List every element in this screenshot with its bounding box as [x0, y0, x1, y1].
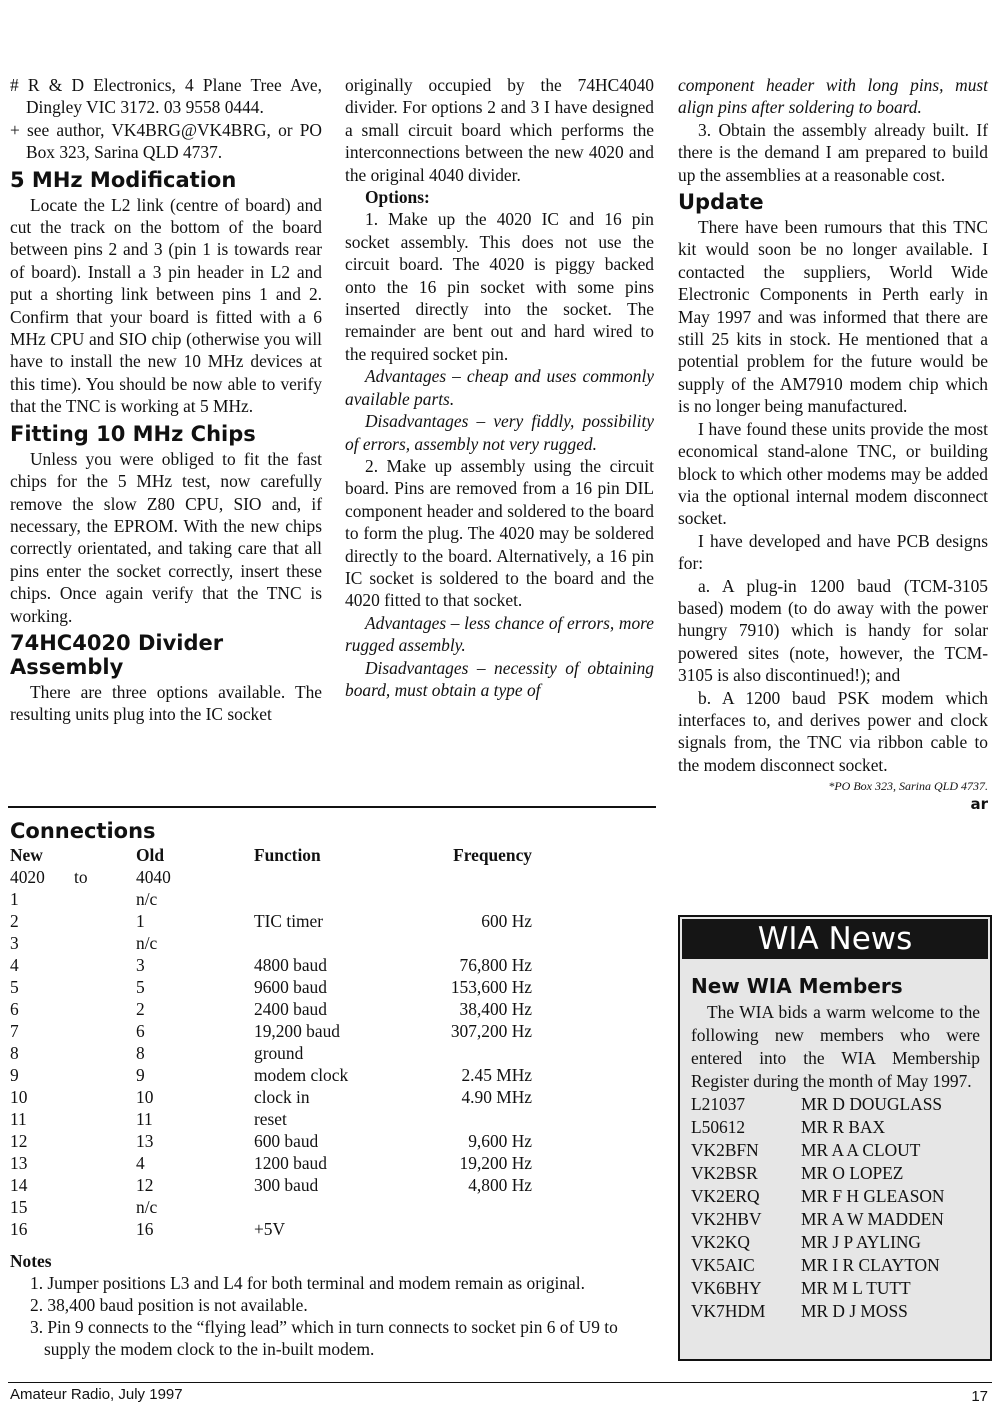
option-2-disadvantages-cont: component header with long pins, must align pins after soldering to board. [678, 75, 988, 118]
cell-new: 9 [10, 1065, 19, 1085]
member-row [691, 1208, 980, 1231]
cell-old: 11 [136, 1109, 153, 1129]
heading-divider-assembly: 74HC4020 Divider Assembly [10, 630, 224, 679]
note-item: 2. 38,400 baud position is not available. [30, 1295, 308, 1315]
paragraph-update-1: There have been rumours that this TNC kit would soon be no longer available. I contacted the suppliers, World Wide Electronic Components in Perth early in May 1997 and was informed that there are still 25 kits in stock. He mentioned that a potential problem for the future would be supply of the AM7910 modem chip which is no longer being manufactured. [678, 217, 988, 417]
page-number: 17 [971, 1388, 988, 1405]
cell-old: n/c [136, 889, 158, 909]
section-divider [8, 806, 656, 808]
cell-new: 3 [10, 933, 19, 953]
member-callsign: VK2BFN [691, 1140, 759, 1160]
cell-old: 2 [136, 999, 145, 1019]
cell-frequency: 19,200 Hz [459, 1153, 532, 1173]
cell-frequency [434, 1218, 532, 1240]
cell-frequency: 38,400 Hz [459, 999, 532, 1019]
cell-frequency: 600 Hz [481, 911, 532, 931]
sub-old: 4040 [136, 867, 171, 887]
cell-new: 4 [10, 955, 19, 975]
author-address: + see author, VK4BRG@VK4BRG, or PO Box 323, Sarina QLD 4737. [10, 119, 322, 163]
table-row [10, 976, 532, 998]
member-row [691, 1162, 980, 1185]
table-row [10, 1130, 532, 1152]
option-1: 1. Make up the 4020 IC and 16 pin socket assembly. This does not use the circuit board. The 4020 is piggy backed onto the 16 pin socket with some pins inserted directly into the socket. The remainder are bent out and hard wired to the required socket pin. [345, 209, 654, 364]
option-2-disadvantages: Disadvantages – necessity of obtaining board, must obtain a type of [345, 657, 654, 700]
cell-function: ground [254, 1043, 304, 1063]
cell-function: 4800 baud [254, 955, 327, 975]
table-row [10, 888, 532, 910]
member-callsign: VK6BHY [691, 1278, 762, 1298]
cell-function: reset [254, 1109, 287, 1129]
cell-function: 9600 baud [254, 977, 327, 997]
cell-old: 5 [136, 977, 145, 997]
table-header-row [10, 844, 532, 866]
cell-new: 5 [10, 977, 19, 997]
cell-old: 9 [136, 1065, 145, 1085]
member-callsign: VK2KQ [691, 1232, 750, 1252]
member-row [691, 1277, 980, 1300]
table-row [10, 1152, 532, 1174]
option-1-disadvantages: Disadvantages – very fiddly, possibility of errors, assembly not very rugged. [345, 411, 654, 454]
cell-new: 14 [10, 1175, 28, 1195]
member-callsign: L50612 [691, 1117, 746, 1137]
cell-function: 1200 baud [254, 1153, 327, 1173]
note-item: 3. Pin 9 connects to the “flying lead” which in turn connects to socket pin 6 of U9 to supply the modem clock to the in-built modem. [30, 1317, 618, 1359]
table-row [10, 1020, 532, 1042]
paragraph-update-2: I have found these units provide the most economical stand-alone TNC, or building block to which other modems may be added via the optional internal modem disconnect socket. [678, 418, 988, 529]
cell-old: n/c [136, 1197, 158, 1217]
cell-old: 8 [136, 1043, 145, 1063]
cell-old: 1 [136, 911, 145, 931]
connections-title: Connections [10, 819, 156, 843]
table-subheader-row [10, 866, 532, 888]
table-row [10, 1174, 532, 1196]
member-callsign: L21037 [691, 1094, 746, 1114]
wia-intro-text: The WIA bids a warm welcome to the following new members who were entered into the WIA Membership Register during the month of May 1997. [691, 1002, 980, 1091]
table-row [10, 998, 532, 1020]
cell-frequency: 9,600 Hz [468, 1131, 532, 1151]
cell-old: 6 [136, 1021, 145, 1041]
member-name: MR O LOPEZ [801, 1163, 904, 1183]
notes-title: Notes [10, 1251, 52, 1271]
member-name: MR R BAX [801, 1117, 886, 1137]
cell-frequency [434, 1042, 532, 1064]
member-list [691, 1093, 980, 1323]
cell-function: modem clock [254, 1065, 349, 1085]
option-2: 2. Make up assembly using the circuit board. Pins are removed from a 16 pin DIL component header and soldered to the board to form the plug. The 4020 may be soldered directly to the board. Alternatively, a 16 pin IC socket is soldered to the board and the 4020 fitted to that socket. [345, 455, 654, 611]
cell-new: 8 [10, 1043, 19, 1063]
table-row [10, 932, 532, 954]
member-name: MR F H GLEASON [801, 1186, 945, 1206]
wia-members-heading: New WIA Members [691, 974, 903, 998]
cell-new: 6 [10, 999, 19, 1019]
cell-frequency [434, 888, 532, 910]
header-old: Old [136, 845, 165, 865]
member-row [691, 1093, 980, 1116]
paragraph-update-3: I have developed and have PCB designs for: [678, 530, 988, 574]
paragraph-divider: There are three options available. The resulting units plug into the IC socket [10, 681, 322, 725]
member-name: MR J P AYLING [801, 1232, 921, 1252]
paragraph-update-4: a. A plug-in 1200 baud (TCM-3105 based) modem (to do away with the power hungry 7910) which is handy for solar powered sites (note, however, the TCM-3105 is also discontinued!); and [678, 575, 988, 686]
member-name: MR A W MADDEN [801, 1209, 944, 1229]
header-frequency: Frequency [453, 845, 532, 865]
cell-new: 2 [10, 911, 19, 931]
wia-news-banner: WIA News [682, 919, 988, 959]
footer-rule [8, 1382, 992, 1383]
cell-new: 16 [10, 1219, 28, 1239]
cell-function: +5V [254, 1219, 286, 1239]
cell-new: 15 [10, 1197, 28, 1217]
heading-fitting-chips: Fitting 10 MHz Chips [10, 421, 256, 446]
table-row [10, 1042, 532, 1064]
connections-table [10, 844, 532, 1240]
sub-new: 4020 [10, 867, 45, 887]
article-column-1 [10, 74, 322, 726]
member-callsign: VK5AIC [691, 1255, 755, 1275]
cell-old: 4 [136, 1153, 145, 1173]
cell-function [254, 888, 434, 910]
member-row [691, 1231, 980, 1254]
cell-function: 600 baud [254, 1131, 319, 1151]
end-mark: ar [970, 795, 988, 814]
cell-function: 2400 baud [254, 999, 327, 1019]
member-row [691, 1254, 980, 1277]
table-row [10, 1196, 532, 1218]
paragraph-divider-cont: originally occupied by the 74HC4040 divider. For options 2 and 3 I have designed a small circuit board which performs the interconnections between the new 4020 and the original 4040 divider. [345, 75, 654, 185]
cell-old: 3 [136, 955, 145, 975]
member-name: MR A A CLOUT [801, 1140, 921, 1160]
options-label: Options: [365, 187, 430, 208]
cell-new: 10 [10, 1087, 28, 1107]
cell-frequency [434, 1108, 532, 1130]
cell-function: clock in [254, 1087, 310, 1107]
member-name: MR M L TUTT [801, 1278, 911, 1298]
table-row [10, 954, 532, 976]
connections-section [10, 818, 650, 1240]
cell-old: 10 [136, 1087, 154, 1107]
table-row [10, 1086, 532, 1108]
cell-frequency: 4,800 Hz [468, 1175, 532, 1195]
author-credit: *PO Box 323, Sarina QLD 4737. [828, 779, 988, 794]
article-column-3 [678, 74, 988, 814]
notes-section [10, 1250, 650, 1360]
heading-5mhz-modification: 5 MHz Modification [10, 167, 237, 192]
cell-new: 1 [10, 889, 19, 909]
sub-to: to [74, 867, 88, 887]
cell-old: 13 [136, 1131, 154, 1151]
cell-new: 7 [10, 1021, 19, 1041]
paragraph-update-5: b. A 1200 baud PSK modem which interfaces to, and derives power and clock signals from, the TNC via ribbon cable to the modem disconnect socket. [678, 687, 988, 775]
member-callsign: VK7HDM [691, 1301, 766, 1321]
cell-function: 19,200 baud [254, 1021, 340, 1041]
cell-old: 12 [136, 1175, 154, 1195]
member-callsign: VK2HBV [691, 1209, 762, 1229]
supplier-address: # R & D Electronics, 4 Plane Tree Ave, Dingley VIC 3172. 03 9558 0444. [10, 75, 322, 118]
wia-news-body [680, 961, 990, 1323]
option-1-advantages: Advantages – cheap and uses commonly available parts. [345, 366, 654, 409]
cell-new: 11 [10, 1109, 27, 1129]
cell-old: n/c [136, 933, 158, 953]
member-name: MR D J MOSS [801, 1301, 908, 1321]
cell-frequency: 2.45 MHz [461, 1065, 532, 1085]
option-3: 3. Obtain the assembly already built. If there is the demand I am prepared to build up the assemblies at a reasonable cost. [678, 119, 988, 185]
member-row [691, 1300, 980, 1323]
cell-frequency [434, 1196, 532, 1218]
cell-frequency: 4.90 MHz [461, 1087, 532, 1107]
table-row [10, 1108, 532, 1130]
note-item: 1. Jumper positions L3 and L4 for both terminal and modem remain as original. [30, 1273, 585, 1293]
member-name: MR D DOUGLASS [801, 1094, 943, 1114]
cell-frequency: 307,200 Hz [450, 1021, 532, 1041]
footer-publication: Amateur Radio, July 1997 [10, 1386, 183, 1403]
member-name: MR I R CLAYTON [801, 1255, 940, 1275]
cell-old: 16 [136, 1219, 154, 1239]
table-row [10, 1218, 532, 1240]
cell-frequency: 153,600 Hz [450, 977, 532, 997]
table-row [10, 910, 532, 932]
member-callsign: VK2ERQ [691, 1186, 760, 1206]
member-callsign: VK2BSR [691, 1163, 758, 1183]
cell-function: 300 baud [254, 1175, 319, 1195]
option-2-advantages: Advantages – less chance of errors, more rugged assembly. [345, 612, 654, 656]
article-column-2 [345, 74, 654, 701]
wia-news-box [678, 915, 992, 1361]
member-row [691, 1139, 980, 1162]
cell-new: 12 [10, 1131, 28, 1151]
table-row [10, 1064, 532, 1086]
cell-function: TIC timer [254, 911, 324, 931]
heading-update: Update [678, 190, 764, 215]
member-row [691, 1116, 980, 1139]
paragraph-fitting-chips: Unless you were obliged to fit the fast chips for the 5 MHz test, now carefully remove the slow Z80 CPU, SIO and, if necessary, the EPROM. With the new chips correctly orientated, and taking care that all pins enter the socket correctly, insert these chips. Once again verify that the TNC is working. [10, 448, 322, 626]
header-new: New [10, 845, 43, 865]
cell-new: 13 [10, 1153, 28, 1173]
paragraph-5mhz: Locate the L2 link (centre of board) and cut the track on the bottom of the board between pins 2 and 3 (pin 1 is towards rear of board). Install a 3 pin header in L2 and put a shorting link between pins 1 and 2. Confirm that your board is fitted with a 6 MHz CPU and SIO chip (otherwise you will have to install the new 10 MHz devices at this time). You should be now able to verify that the TNC is working at 5 MHz. [10, 194, 322, 417]
member-row [691, 1185, 980, 1208]
cell-function [254, 932, 434, 954]
cell-frequency: 76,800 Hz [459, 955, 532, 975]
cell-function [254, 1196, 434, 1218]
cell-frequency [434, 932, 532, 954]
header-function: Function [254, 845, 321, 865]
